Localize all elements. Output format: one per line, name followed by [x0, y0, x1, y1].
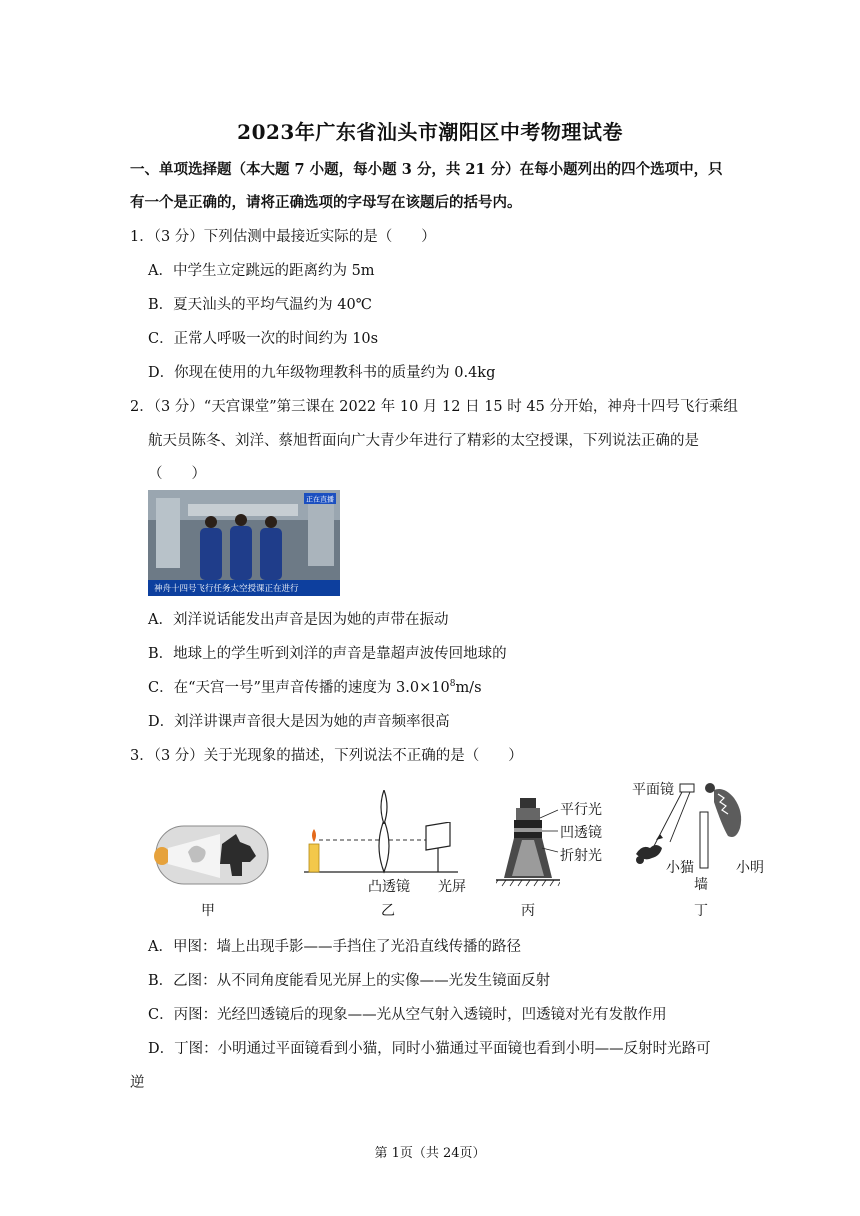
figure-label-ding: 丁 — [694, 903, 708, 919]
label-refracted-light: 折射光 — [560, 848, 602, 864]
q1-option-b: B．夏天汕头的平均气温约为 40℃ — [148, 297, 372, 313]
figure-label-yi: 乙 — [381, 903, 395, 919]
label-xiaoming: 小明 — [736, 860, 764, 876]
figure-concave-lens — [496, 796, 560, 888]
figure-convex-lens — [302, 822, 462, 878]
q1-option-a: A．中学生立定跳远的距离约为 5m — [148, 263, 375, 279]
page-footer: 第 1页（共 24页） — [374, 1146, 486, 1161]
q3-option-c: C．丙图：光经凹透镜后的现象——光从空气射入透镜时，凹透镜对光有发散作用 — [148, 1007, 667, 1023]
figure-label-bing: 丙 — [521, 903, 535, 919]
astronaut-photo — [148, 490, 340, 596]
q2-option-c — [148, 676, 482, 697]
figure-hand-shadow — [150, 822, 272, 888]
label-parallel-light: 平行光 — [560, 802, 602, 818]
q3-option-d-line1: D．丁图：小明通过平面镜看到小猫，同时小猫通过平面镜也看到小明——反射时光路可 — [148, 1041, 711, 1057]
q3-option-b: B．乙图：从不同角度能看见光屏上的实像——光发生镜面反射 — [148, 973, 551, 989]
label-convex-lens: 凸透镜 — [368, 879, 410, 895]
q3-stem: 3．（3 分）关于光现象的描述，下列说法不正确的是（ ） — [130, 748, 523, 764]
label-concave-lens: 凹透镜 — [560, 825, 602, 841]
q2-stem-line2: 航天员陈冬、刘洋、蔡旭哲面向广大青少年进行了精彩的太空授课，下列说法正确的是 — [148, 433, 699, 449]
photo-caption: 神舟十四号飞行任务太空授课正在进行 — [154, 584, 299, 594]
q2-option-b: B．地球上的学生听到刘洋的声音是靠超声波传回地球的 — [148, 646, 507, 662]
q2-stem-line3: （ ） — [148, 466, 206, 482]
q2-option-c-unit: m/s — [455, 680, 482, 696]
q1-option-d: D．你现在使用的九年级物理教科书的质量约为 0.4kg — [148, 365, 496, 381]
label-screen: 光屏 — [438, 879, 466, 895]
label-kitten: 小猫 — [666, 860, 694, 876]
figure-label-jia: 甲 — [201, 903, 215, 919]
q1-stem: 1．（3 分）下列估测中最接近实际的是（ ） — [130, 229, 436, 245]
label-wall: 墙 — [694, 877, 708, 893]
q1-option-c: C．正常人呼吸一次的时间约为 10s — [148, 331, 379, 347]
q2-option-c-exponent: 8 — [449, 679, 456, 690]
convex-lens-top — [378, 790, 390, 824]
q2-option-c-text: C．在“天宫一号”里声音传播的速度为 3.0×10 — [148, 680, 450, 696]
q2-option-a: A．刘洋说话能发出声音是因为她的声带在振动 — [148, 612, 449, 628]
q2-stem-line1: 2．（3 分）“天宫课堂”第三课在 2022 年 10 月 12 日 15 时 45 分开始，神舟十四号飞行乘组 — [130, 399, 738, 415]
label-plane-mirror: 平面镜 — [632, 782, 674, 798]
q3-option-a: A．甲图：墙上出现手影——手挡住了光沿直线传播的路径 — [148, 939, 521, 955]
q2-option-d: D．刘洋讲课声音很大是因为她的声音频率很高 — [148, 714, 450, 730]
section-instruction-line1: 一、单项选择题（本大题 7 小题，每小题 3 分，共 21 分）在每小题列出的四个选项中，只 — [130, 161, 723, 178]
exam-title: 2023年广东省汕头市潮阳区中考物理试卷 — [237, 120, 623, 144]
q3-option-d-line2: 逆 — [130, 1075, 145, 1091]
section-instruction-line2: 有一个是正确的，请将正确选项的字母写在该题后的括号内。 — [130, 194, 522, 211]
photo-badge: 正在直播 — [306, 495, 334, 504]
